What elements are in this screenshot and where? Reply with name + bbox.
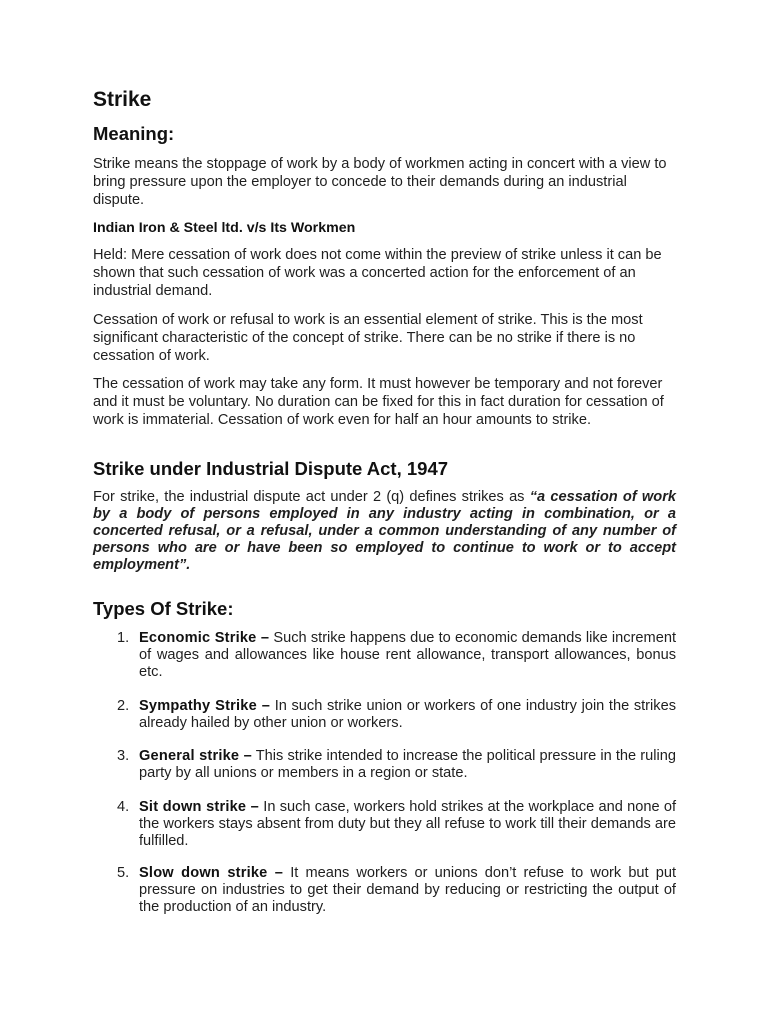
meaning-heading: Meaning: xyxy=(93,123,175,144)
strike-type-name: Economic Strike – xyxy=(139,630,270,646)
held-paragraph: Held: Mere cessation of work does not come within the preview of strike unless it can be shown that such cessation of work was a concerted action for the enforcement of an industrial demand. xyxy=(93,247,662,300)
act-heading: Strike under Industrial Dispute Act, 1947 xyxy=(93,458,449,479)
strike-type-name: Sit down strike – xyxy=(139,799,259,815)
essential-element-paragraph: Cessation of work or refusal to work is an essential element of strike. This is the most significant characteristic of the concept of strike. There can be no strike if there is no cessation of work. xyxy=(93,312,643,365)
strike-type-name: Slow down strike – xyxy=(139,865,284,881)
list-number: 1. xyxy=(117,630,130,646)
strike-type-name: Sympathy Strike – xyxy=(139,698,271,714)
case-heading: Indian Iron & Steel ltd. v/s Its Workmen xyxy=(93,220,356,236)
list-item xyxy=(117,799,676,849)
list-number: 2. xyxy=(117,698,130,714)
strike-type-name: General strike – xyxy=(139,748,252,764)
strike-type-description: This strike intended to increase the political pressure in the ruling party by all unions or members in a region or state. xyxy=(139,748,676,781)
strike-type-description: In such case, workers hold strikes at the workplace and none of the workers stays absent from duty but they all refuse to work till their demands are fulfilled. xyxy=(139,799,676,849)
list-item xyxy=(117,748,676,782)
strike-type-description: In such strike union or workers of one industry join the strikes already hailed by other union or workers. xyxy=(139,698,676,731)
strike-type-description: Such strike happens due to economic demands like increment of wages and allowances like house rent allowance, transport allowances, bonus etc. xyxy=(139,630,676,680)
cessation-form-paragraph: The cessation of work may take any form. It must however be temporary and not forever and it must be voluntary. No duration can be fixed for this in fact duration for cessation of work is immaterial. Cessation of work even for half an hour amounts to strike. xyxy=(93,376,664,429)
list-number: 4. xyxy=(117,799,130,815)
list-number: 5. xyxy=(117,865,130,881)
act-definition-quote: “a cessation of work by a body of persons employed in any industry acting in combination, or a concerted refusal, or a refusal, under a common understanding of any number of persons who are or have been so employed to continue to work or to accept employment”. xyxy=(93,489,676,573)
act-intro: For strike, the industrial dispute act under 2 (q) defines strikes as xyxy=(93,489,530,505)
document-title: Strike xyxy=(93,88,152,111)
list-number: 3. xyxy=(117,748,130,764)
list-item xyxy=(117,865,676,915)
types-heading: Types Of Strike: xyxy=(93,598,234,619)
meaning-paragraph: Strike means the stoppage of work by a body of workmen acting in concert with a view to bring pressure upon the employer to concede to their demands during an industrial dispute. xyxy=(93,156,667,209)
list-item xyxy=(117,698,676,732)
act-definition-paragraph xyxy=(93,489,676,574)
list-item xyxy=(117,630,676,680)
strike-type-description: It means workers or unions don’t refuse to work but put pressure on industries to get their demand by reducing or restricting the output of the production of an industry. xyxy=(139,865,676,915)
